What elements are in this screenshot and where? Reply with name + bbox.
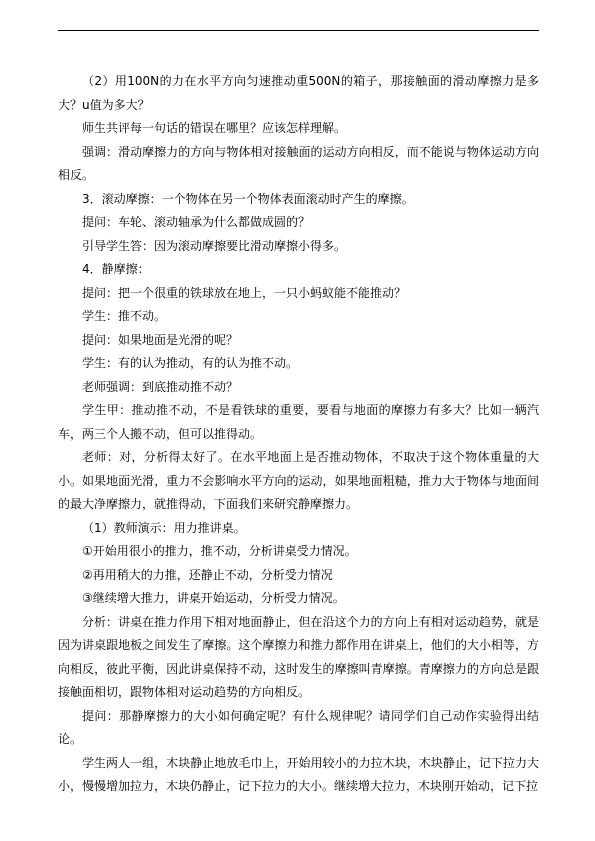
paragraph: （2）用100N的力在水平方向匀速推动重500N的箱子，那接触面的滑动摩擦力是多大？u值为多大？ bbox=[58, 74, 539, 112]
paragraph: 学生：有的认为推动，有的认为推不动。 bbox=[82, 356, 299, 370]
paragraph: 引导学生答：因为滚动摩擦要比滑动摩擦小得多。 bbox=[82, 238, 347, 253]
document-body bbox=[58, 70, 539, 799]
paragraph: 3．滚动摩擦：一个物体在另一个物体表面滚动时产生的摩擦。 bbox=[82, 191, 414, 206]
paragraph: 分析：讲桌在推力作用下相对地面静止，但在沿这个力的方向上有相对运动趋势，就是因为讲桌跟地板之间发生了摩擦。这个摩擦力和推力都作用在讲桌上，他们的大小相等，方向相反，彼此平衡，因此讲桌保持不动，这时发生的摩擦叫青摩擦。青摩擦力的方向总是跟接触面相切，跟物体相对运动趋势的方向相反。 bbox=[58, 614, 539, 699]
paragraph: 提问：如果地面是光滑的呢？ bbox=[82, 332, 239, 347]
paragraph: 提问：把一个很重的铁球放在地上，一只小蚂蚁能不能推动？ bbox=[82, 285, 407, 300]
paragraph: 老师：对，分析得太好了。在水平地面上是否推动物体，不取决于这个物体重量的大小。如果地面光滑，重力不会影响水平方向的运动，如果地面粗糙，推力大于物体与地面间的最大净摩擦力，就推得动，下面我们来研究静摩擦力。 bbox=[58, 450, 539, 511]
paragraph: 学生：推不动。 bbox=[82, 309, 167, 323]
paragraph: 老师强调：到底推动推不动？ bbox=[82, 379, 239, 394]
paragraph: 学生甲：推动推不动，不是看铁球的重要，要看与地面的摩擦力有多大？比如一辆汽车，两三个人搬不动，但可以推得动。 bbox=[58, 403, 539, 441]
paragraph: 提问：那静摩擦力的大小如何确定呢？有什么规律呢？请同学们自己动作实验得出结论。 bbox=[58, 708, 539, 746]
paragraph: 师生共评每一句话的错误在哪里？应该怎样理解。 bbox=[82, 121, 347, 135]
header-rule bbox=[58, 30, 539, 31]
paragraph: ①开始用很小的推力，推不动，分析讲桌受力情况。 bbox=[82, 544, 357, 558]
paragraph: 强调：滑动摩擦力的方向与物体相对接触面的运动方向相反，而不能说与物体运动方向相反。 bbox=[58, 144, 539, 182]
paragraph: 4．静摩擦： bbox=[82, 262, 150, 276]
paragraph: ③继续增大推力，讲桌开始运动，分析受力情况。 bbox=[82, 591, 345, 605]
paragraph: 学生两人一组，木块静止地放毛巾上，开始用较小的力拉木块，木块静止，记下拉力大小，慢慢增加拉力，木块仍静止，记下拉力的大小。继续增大拉力，木块刚开始动，记下拉 bbox=[58, 755, 539, 793]
paragraph: ②再用稍大的力推，还静止不动，分析受力情况 bbox=[82, 567, 333, 582]
paragraph: 提问：车轮、滚动轴承为什么都做成圆的？ bbox=[82, 215, 311, 229]
paragraph: （1）教师演示：用力推讲桌。 bbox=[82, 520, 246, 535]
